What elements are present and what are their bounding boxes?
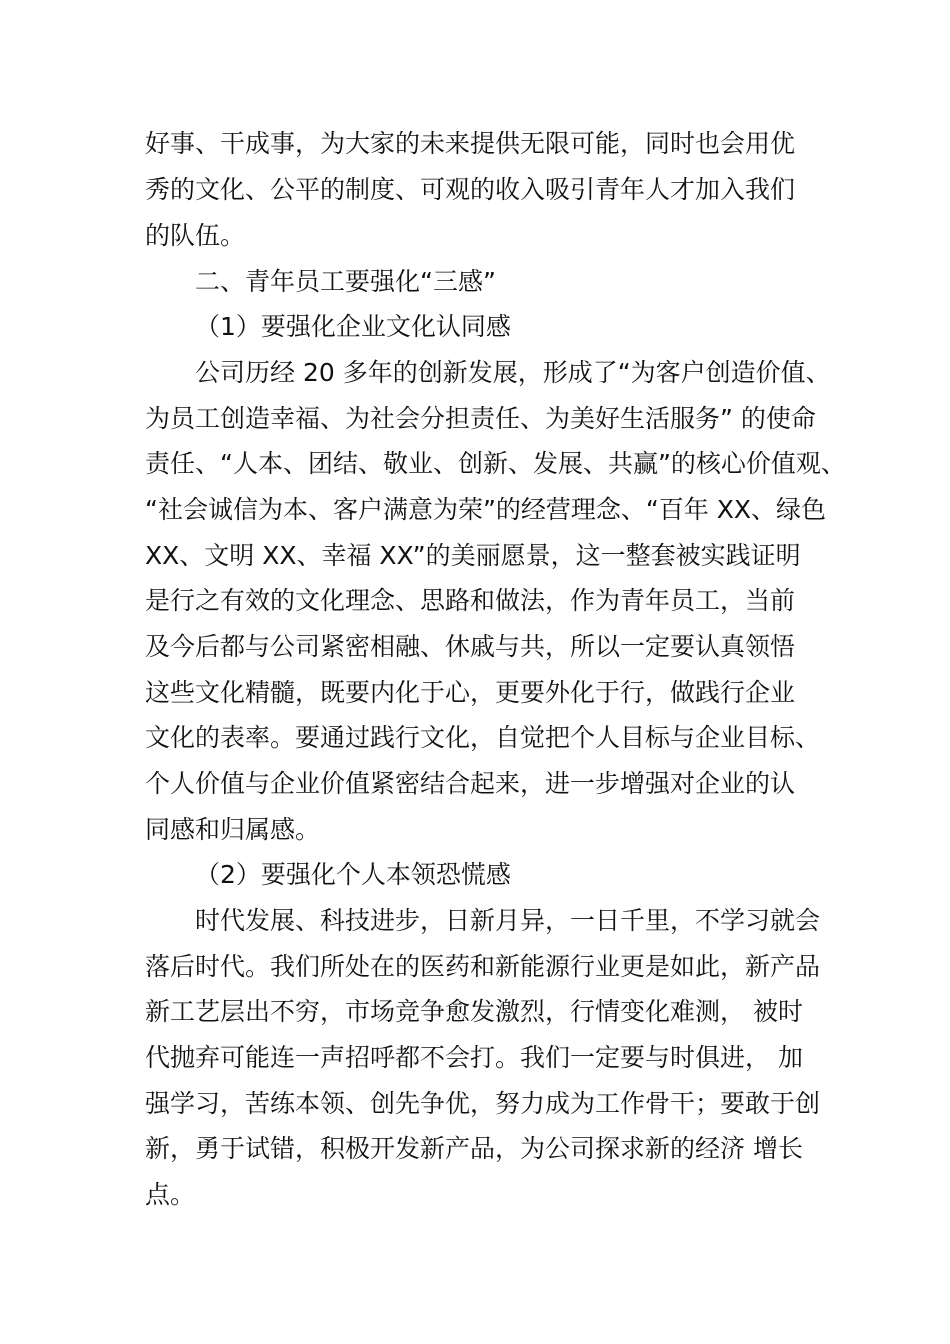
text-line-16: 同感和归属感。: [145, 815, 321, 844]
text-line-13: 这些文化精髓，既要内化于心，更要外化于行，做践行企业: [145, 678, 796, 707]
text-line-18: 时代发展、科技进步，日新月异，一日千里，不学习就会: [195, 906, 821, 935]
subsection-heading-1: （1）要强化企业文化认同感: [195, 312, 511, 341]
text-line-21: 代抛弃可能连一声招呼都不会打。我们一定要与时俱进， 加: [145, 1043, 803, 1072]
text-line-3: 的队伍。: [145, 221, 246, 250]
subsection-heading-2: （2）要强化个人本领恐慌感: [195, 860, 511, 889]
text-line-12: 及今后都与公司紧密相融、休戚与共，所以一定要认真领悟: [145, 632, 796, 661]
text-line-8: 责任、“人本、团结、敬业、创新、发展、共赢”的核心价值观、: [145, 449, 846, 478]
text-line-22: 强学习，苦练本领、创先争优，努力成为工作骨干；要敢于创: [145, 1089, 821, 1118]
text-line-19: 落后时代。我们所处在的医药和新能源行业更是如此，新产品: [145, 952, 821, 981]
text-line-10: XX、文明 XX、幸福 XX”的美丽愿景，这一整套被实践证明: [145, 541, 801, 570]
text-line-23: 新，勇于试错，积极开发新产品，为公司探求新的经济 增长: [145, 1134, 803, 1163]
text-line-20: 新工艺层出不穷，市场竞争愈发激烈，行情变化难测， 被时: [145, 997, 803, 1026]
section-heading: 二、青年员工要强化“三感”: [195, 267, 496, 296]
text-line-24: 点。: [145, 1180, 196, 1209]
text-line-15: 个人价值与企业价值紧密结合起来，进一步增强对企业的认: [145, 769, 796, 798]
text-line-7: 为员工创造幸福、为社会分担责任、为美好生活服务” 的使命: [145, 404, 816, 433]
text-line-11: 是行之有效的文化理念、思路和做法，作为青年员工，当前: [145, 586, 796, 615]
text-line-6: 公司历经 20 多年的创新发展，形成了“为客户创造价值、: [195, 358, 831, 387]
text-line-9: “社会诚信为本、客户满意为荣”的经营理念、“百年 XX、绿色: [145, 495, 827, 524]
text-line-1: 好事、干成事，为大家的未来提供无限可能，同时也会用优: [145, 129, 796, 158]
text-line-14: 文化的表率。要通过践行文化，自觉把个人目标与企业目标、: [145, 723, 821, 752]
text-line-2: 秀的文化、公平的制度、可观的收入吸引青年人才加入我们: [145, 175, 796, 204]
